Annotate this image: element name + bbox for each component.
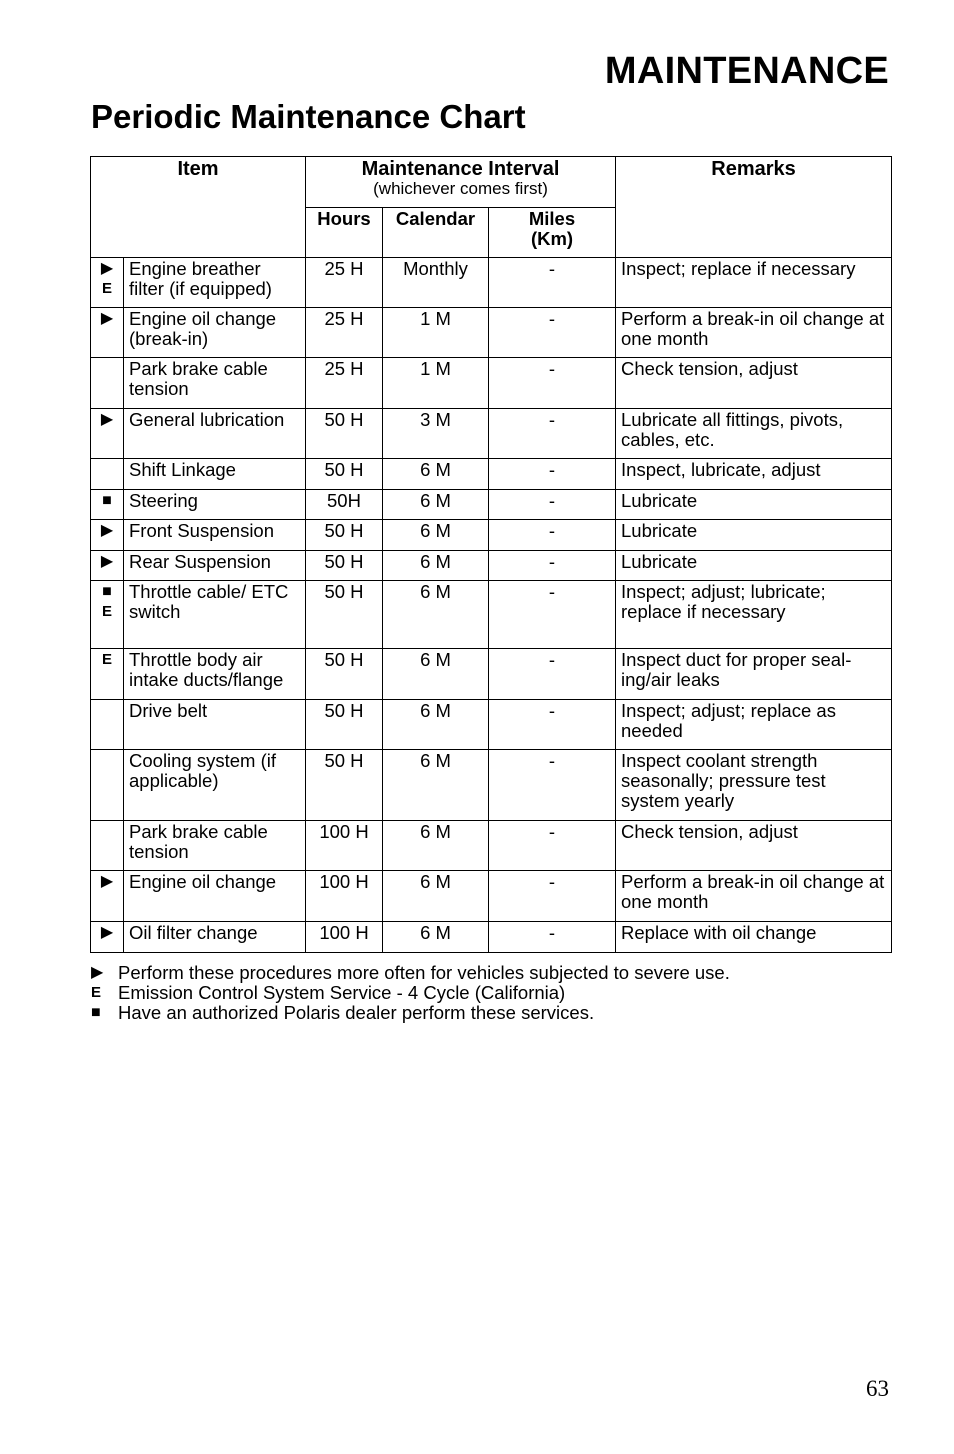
- calendar-cell: 1 M: [383, 308, 489, 358]
- miles-cell: -: [489, 459, 616, 490]
- play-arrow-icon: ▶: [100, 260, 114, 277]
- calendar-cell: 6 M: [383, 649, 489, 700]
- remarks-column-header: [616, 157, 892, 258]
- miles-cell: -: [489, 409, 616, 459]
- legend-item-dealer: [91, 1003, 730, 1023]
- table-row: [91, 581, 892, 649]
- calendar-cell: 6 M: [383, 750, 489, 821]
- play-arrow-icon: ▶: [100, 310, 114, 327]
- row-symbols: [91, 358, 124, 409]
- row-symbols: [91, 649, 124, 700]
- row-symbols: [91, 700, 124, 750]
- remarks-cell: Check tension, adjust: [616, 821, 892, 871]
- hours-column-header: Hours: [306, 208, 383, 258]
- item-cell: Steering: [124, 490, 306, 520]
- remarks-header-label: Remarks: [711, 158, 796, 180]
- item-cell: Drive belt: [124, 700, 306, 750]
- hours-cell: 50 H: [306, 520, 383, 551]
- interval-header-label: Maintenance Interval: [361, 158, 560, 180]
- remarks-cell: Inspect; adjust; replace as needed: [616, 700, 892, 750]
- legend-text: Perform these procedures more often for vehicles subjected to severe use.: [118, 962, 730, 983]
- hours-cell: 100 H: [306, 821, 383, 871]
- legend-item-emission: [91, 983, 730, 1003]
- row-symbols: [91, 871, 124, 922]
- table-row: [91, 520, 892, 551]
- calendar-cell: 6 M: [383, 551, 489, 581]
- play-arrow-icon: ▶: [100, 522, 114, 539]
- item-cell: Park brake cable tension: [124, 821, 306, 871]
- miles-cell: -: [489, 581, 616, 649]
- hours-cell: 50 H: [306, 581, 383, 649]
- remarks-cell: Inspect; replace if necessary: [616, 258, 892, 308]
- calendar-cell: 6 M: [383, 922, 489, 953]
- hours-cell: 50 H: [306, 750, 383, 821]
- item-header-label: Item: [177, 158, 219, 180]
- remarks-cell: Replace with oil change: [616, 922, 892, 953]
- row-symbols: [91, 750, 124, 821]
- calendar-cell: 6 M: [383, 459, 489, 490]
- item-cell: Throttle body air intake ducts/flange: [124, 649, 306, 700]
- miles-cell: -: [489, 821, 616, 871]
- calendar-cell: 6 M: [383, 821, 489, 871]
- miles-cell: -: [489, 871, 616, 922]
- miles-header-unit: (Km): [530, 228, 574, 249]
- calendar-cell: 3 M: [383, 409, 489, 459]
- remarks-cell: Inspect, lubricate, adjust: [616, 459, 892, 490]
- remarks-cell: Check tension, adjust: [616, 358, 892, 409]
- remarks-cell: Lubricate: [616, 520, 892, 551]
- legend-item-severe-use: [91, 963, 730, 983]
- hours-cell: 100 H: [306, 871, 383, 922]
- legend: [91, 963, 730, 1023]
- calendar-cell: 6 M: [383, 520, 489, 551]
- miles-cell: -: [489, 490, 616, 520]
- item-cell: Cooling system (if applicable): [124, 750, 306, 821]
- calendar-cell: 6 M: [383, 581, 489, 649]
- miles-cell: -: [489, 700, 616, 750]
- miles-cell: -: [489, 308, 616, 358]
- row-symbols: [91, 821, 124, 871]
- play-arrow-icon: ▶: [100, 553, 114, 570]
- emission-e-icon: E: [91, 984, 102, 1001]
- play-arrow-icon: ▶: [100, 411, 114, 428]
- section-title: MAINTENANCE: [604, 50, 889, 92]
- remarks-cell: Perform a break-in oil change at one month: [616, 871, 892, 922]
- hours-cell: 50 H: [306, 551, 383, 581]
- square-icon: ■: [102, 583, 112, 600]
- hours-cell: 50H: [306, 490, 383, 520]
- item-cell: Front Suspension: [124, 520, 306, 551]
- page-title: Periodic Maintenance Chart: [91, 98, 526, 135]
- row-symbols: [91, 308, 124, 358]
- row-symbols: [91, 581, 124, 649]
- table-row: [91, 649, 892, 700]
- remarks-cell: Lubricate: [616, 551, 892, 581]
- chart-body: [91, 258, 892, 953]
- row-symbols: [91, 490, 124, 520]
- row-symbols: [91, 459, 124, 490]
- calendar-cell: 1 M: [383, 358, 489, 409]
- item-cell: Rear Suspension: [124, 551, 306, 581]
- miles-cell: -: [489, 358, 616, 409]
- page-number: 63: [866, 1376, 889, 1401]
- table-row: [91, 308, 892, 358]
- emission-e-icon: E: [101, 651, 112, 668]
- item-cell: Throttle cable/ ETC switch: [124, 581, 306, 649]
- miles-cell: -: [489, 750, 616, 821]
- maintenance-chart-table: [90, 156, 892, 953]
- legend-text: Emission Control System Service - 4 Cycle (California): [118, 982, 566, 1003]
- item-cell: Shift Linkage: [124, 459, 306, 490]
- play-arrow-icon: ▶: [91, 964, 104, 981]
- calendar-cell: 6 M: [383, 700, 489, 750]
- calendar-cell: 6 M: [383, 871, 489, 922]
- miles-header-label: Miles: [528, 208, 576, 229]
- miles-cell: -: [489, 258, 616, 308]
- hours-cell: 50 H: [306, 459, 383, 490]
- miles-cell: -: [489, 649, 616, 700]
- miles-column-header: [489, 208, 616, 258]
- hours-cell: 25 H: [306, 358, 383, 409]
- hours-cell: 25 H: [306, 258, 383, 308]
- table-row: [91, 358, 892, 409]
- remarks-cell: Inspect duct for proper seal-ing/air leaks: [616, 649, 892, 700]
- legend-text: Have an authorized Polaris dealer perform these services.: [118, 1002, 595, 1023]
- square-icon: ■: [91, 1004, 101, 1021]
- table-row: [91, 459, 892, 490]
- table-row: [91, 490, 892, 520]
- emission-e-icon: E: [101, 280, 112, 297]
- emission-e-icon: E: [101, 603, 112, 620]
- item-cell: Engine oil change: [124, 871, 306, 922]
- play-arrow-icon: ▶: [100, 924, 114, 941]
- item-cell: Engine oil change (break-in): [124, 308, 306, 358]
- table-row: [91, 409, 892, 459]
- remarks-cell: Lubricate: [616, 490, 892, 520]
- remarks-cell: Inspect; adjust; lubricate; replace if necessary: [616, 581, 892, 649]
- calendar-cell: Monthly: [383, 258, 489, 308]
- row-symbols: [91, 258, 124, 308]
- table-row: [91, 821, 892, 871]
- calendar-column-header: Calendar: [383, 208, 489, 258]
- interval-header-note: (whichever comes first): [373, 179, 548, 198]
- item-cell: General lubrication: [124, 409, 306, 459]
- table-row: [91, 551, 892, 581]
- item-cell: Engine breather filter (if equipped): [124, 258, 306, 308]
- hours-cell: 100 H: [306, 922, 383, 953]
- row-symbols: [91, 409, 124, 459]
- miles-cell: -: [489, 551, 616, 581]
- interval-column-header: [306, 157, 616, 208]
- hours-cell: 50 H: [306, 700, 383, 750]
- row-symbols: [91, 922, 124, 953]
- table-row: [91, 258, 892, 308]
- table-row: [91, 871, 892, 922]
- remarks-cell: Perform a break-in oil change at one month: [616, 308, 892, 358]
- square-icon: ■: [102, 492, 112, 509]
- hours-cell: 25 H: [306, 308, 383, 358]
- hours-cell: 50 H: [306, 409, 383, 459]
- item-cell: Park brake cable tension: [124, 358, 306, 409]
- table-row: [91, 700, 892, 750]
- miles-cell: -: [489, 922, 616, 953]
- remarks-cell: Inspect coolant strength seasonally; pressure test system yearly: [616, 750, 892, 821]
- table-row: [91, 922, 892, 953]
- row-symbols: [91, 520, 124, 551]
- miles-cell: -: [489, 520, 616, 551]
- row-symbols: [91, 551, 124, 581]
- calendar-cell: 6 M: [383, 490, 489, 520]
- item-cell: Oil filter change: [124, 922, 306, 953]
- remarks-cell: Lubricate all fittings, pivots, cables, etc.: [616, 409, 892, 459]
- hours-cell: 50 H: [306, 649, 383, 700]
- play-arrow-icon: ▶: [100, 873, 114, 890]
- table-row: [91, 750, 892, 821]
- item-column-header: [91, 157, 306, 258]
